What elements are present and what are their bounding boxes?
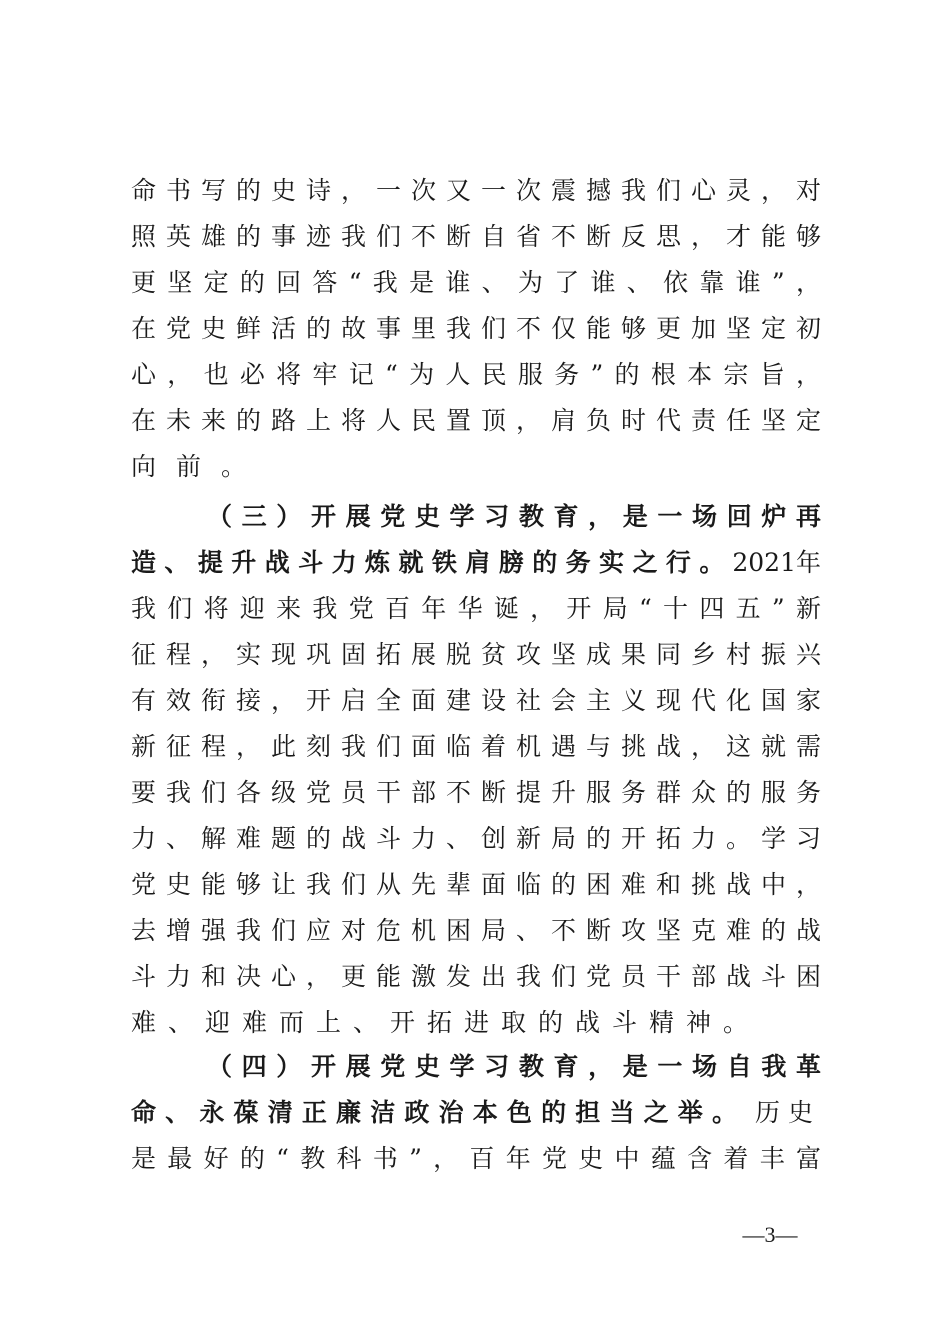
section-heading-4: （四）开展党史学习教育，是一场自我革 <box>207 1052 821 1081</box>
section-heading-3-cont: 造、提升战斗力炼就铁肩膀的务实之行。 <box>131 548 725 577</box>
paragraph-line: 命书写的史诗，一次又一次震撼我们心灵，对 <box>131 176 821 205</box>
section-heading-4-cont: 命、永葆清正廉洁政治本色的担当之举。 <box>131 1098 737 1127</box>
paragraph-line: 去增强我们应对危机困局、不断攻坚克难的战 <box>131 916 821 945</box>
paragraph-line: 有效衔接，开启全面建设社会主义现代化国家 <box>131 686 821 715</box>
heading-line-with-tail <box>131 540 821 586</box>
paragraph-line: 新征程，此刻我们面临着机遇与挑战，这就需 <box>131 732 821 761</box>
paragraph-line: 力、解难题的战斗力、创新局的开拓力。学习 <box>131 824 821 853</box>
paragraph-line: 是最好的“教科书”，百年党史中蕴含着丰富 <box>131 1144 821 1173</box>
paragraph-line: 难、迎难而上、开拓进取的战斗精神。 <box>131 1008 761 1037</box>
paragraph-line: 在党史鲜活的故事里我们不仅能够更加坚定初 <box>131 314 821 343</box>
paragraph-line: 向前。 <box>131 452 267 481</box>
paragraph-line: 党史能够让我们从先辈面临的困难和挑战中， <box>131 870 821 899</box>
paragraph-line: 征程，实现巩固拓展脱贫攻坚成果同乡村振兴 <box>131 640 821 669</box>
paragraph-line: 心，也必将牢记“为人民服务”的根本宗旨， <box>131 360 821 389</box>
paragraph-line: 斗力和决心，更能激发出我们党员干部战斗困 <box>131 962 821 991</box>
section-heading-3: （三）开展党史学习教育，是一场回炉再 <box>207 502 821 531</box>
paragraph-line: 我们将迎来我党百年华诞，开局“十四五”新 <box>131 594 821 623</box>
paragraph-line: 在未来的路上将人民置顶，肩负时代责任坚定 <box>131 406 821 435</box>
paragraph-text-start: 历史 <box>754 1098 821 1127</box>
paragraph-text-start: 2021年 <box>732 548 821 577</box>
page-number: —3— <box>742 1222 798 1247</box>
paragraph-line: 要我们各级党员干部不断提升服务群众的服务 <box>131 778 821 807</box>
heading-line-with-tail <box>131 1090 821 1136</box>
paragraph-line: 照英雄的事迹我们不断自省不断反思，才能够 <box>131 222 821 251</box>
paragraph-line: 更坚定的回答“我是谁、为了谁、依靠谁”， <box>131 268 821 297</box>
